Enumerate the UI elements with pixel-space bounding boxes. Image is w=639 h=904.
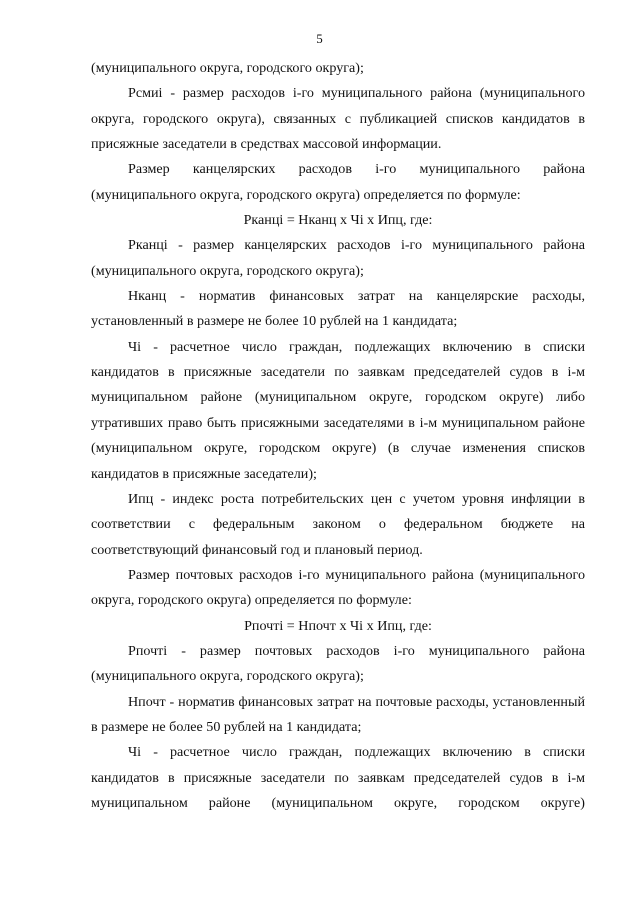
paragraph: Нканц - норматив финансовых затрат на канцелярские расходы, установленный в размере не более 10 рублей на 1 кандидата; xyxy=(91,288,585,330)
paragraph: Нпочт - норматив финансовых затрат на почтовые расходы, установленный в размере не более 50 рублей на 1 кандидата; xyxy=(91,693,585,735)
paragraph: Рканці - размер канцелярских расходов і-го муниципального района (муниципального округа, городского округа); xyxy=(91,237,585,279)
paragraph: Размер канцелярских расходов і-го муниципального района (муниципального округа, городского округа) определяется по формуле: xyxy=(91,161,585,203)
page-number: 5 xyxy=(316,31,323,46)
paragraph: Ипц - индекс роста потребительских цен с учетом уровня инфляции в соответствии с федеральным законом о федеральном бюджете на соответствующий финансовый год и плановый период. xyxy=(91,490,585,558)
paragraph: Чі - расчетное число граждан, подлежащих включению в списки кандидатов в присяжные заседатели по заявкам председателей судов в і-м муниципальном районе (муниципальном округе, городском округе) либо утративших право быть присяжными заседателями в і-м муниципальном районе (муниципальном округе, городском округе) (в случае изменения списков кандидатов в присяжные заседатели); xyxy=(91,338,585,482)
formula: Рпочті = Нпочт х Чі х Ипц, где: xyxy=(244,617,432,634)
paragraph: Рсмиі - размер расходов і-го муниципального района (муниципального округа, городского округа), связанных с публикацией списков кандидатов в присяжные заседатели в средствах массовой информации. xyxy=(91,85,585,153)
formula: Рканці = Нканц х Чі х Ипц, где: xyxy=(243,212,433,229)
document-body xyxy=(91,56,585,816)
paragraph: Рпочті - размер почтовых расходов і-го муниципального района (муниципального округа, городского округа); xyxy=(91,642,585,685)
paragraph: (муниципального округа, городского округа); xyxy=(91,60,364,76)
paragraph: Чі - расчетное число граждан, подлежащих включению в списки кандидатов в присяжные заседатели по заявкам председателей судов в і-м муниципальном районе (муниципальном округе, городском округе) xyxy=(91,744,585,811)
paragraph: Размер почтовых расходов і-го муниципального района (муниципального округа, городского округа) определяется по формуле: xyxy=(91,566,585,609)
